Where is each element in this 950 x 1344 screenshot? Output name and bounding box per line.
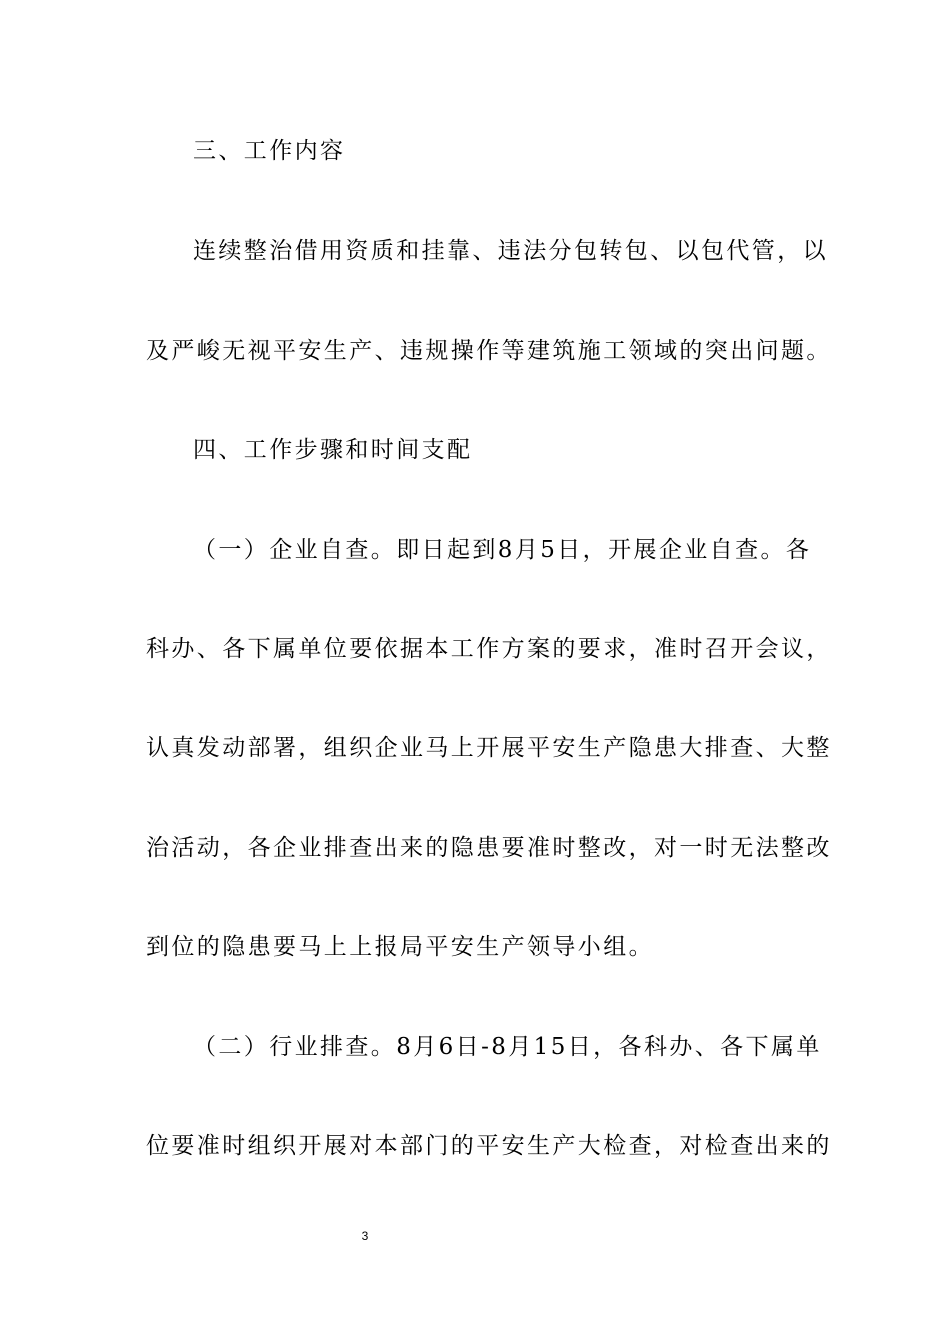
paragraph-line: 到位的隐患要马上上报局平安生产领导小组。 [146, 934, 654, 960]
section-heading-work-content: 三、工作内容 [193, 138, 346, 164]
paragraph-line: 及严峻无视平安生产、违规操作等建筑施工领域的突出问题。 [146, 338, 832, 364]
paragraph-line: （一）企业自查。即日起到8月5日，开展企业自查。各 [193, 537, 812, 563]
paragraph-line: 位要准时组织开展对本部门的平安生产大检查，对检查出来的 [146, 1133, 832, 1159]
section-heading-steps-schedule: 四、工作步骤和时间支配 [193, 437, 473, 463]
paragraph-line: （二）行业排查。8月6日-8月15日，各科办、各下属单 [193, 1034, 822, 1060]
paragraph-line: 治活动，各企业排查出来的隐患要准时整改，对一时无法整改 [146, 835, 832, 861]
paragraph-line: 科办、各下属单位要依据本工作方案的要求，准时召开会议， [146, 636, 832, 662]
paragraph-line: 认真发动部署，组织企业马上开展平安生产隐患大排查、大整 [146, 735, 832, 761]
paragraph-line: 连续整治借用资质和挂靠、违法分包转包、以包代管，以 [193, 238, 828, 264]
page-number: 3 [361, 1229, 369, 1243]
